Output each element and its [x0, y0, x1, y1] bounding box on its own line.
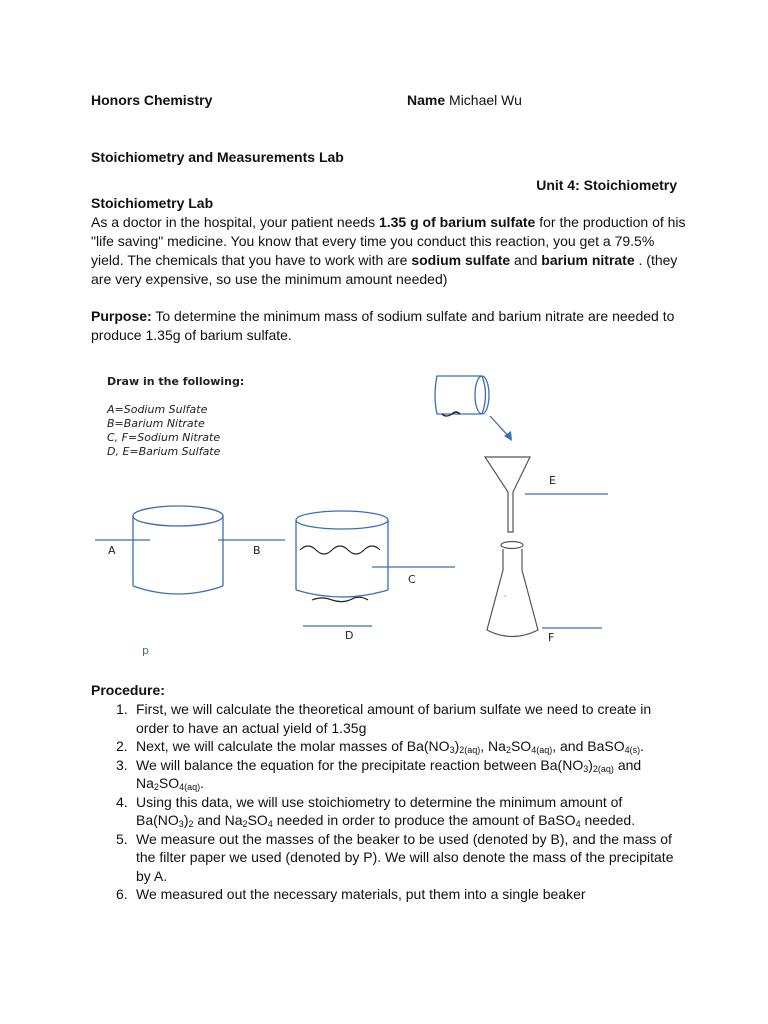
diagram-heading: Draw in the following:: [107, 375, 245, 388]
step-text: SO: [510, 738, 532, 754]
step-text: ): [454, 738, 460, 754]
intro-bold-2: sodium sulfate: [411, 252, 511, 268]
label-f: F: [548, 631, 555, 644]
legend-b: B=Barium Nitrate: [107, 417, 205, 430]
step-text: First, we will calculate the theoretical amount of barium sulfate we need to create in order to have an actual yield of 1.35g: [136, 701, 652, 736]
procedure-list: [91, 700, 681, 904]
name-line: [407, 92, 522, 108]
intro-bold-3: barium nitrate: [541, 252, 635, 268]
step-number: 4.: [116, 793, 128, 810]
subscript: 2: [153, 782, 159, 792]
subscript: 2: [242, 819, 248, 829]
subscript: 4: [575, 819, 581, 829]
step-text: and Na: [136, 756, 642, 791]
step-text: Next, we will calculate the molar masses of Ba(NO: [136, 738, 450, 754]
label-a: A: [108, 544, 116, 557]
pouring-beaker-icon: [435, 376, 489, 416]
step-number: 2.: [116, 738, 128, 754]
step-text: SO: [247, 812, 268, 828]
procedure-step-1: [91, 700, 681, 737]
intro-text-4: . (they are very expensive, so use the minimum amount needed): [91, 252, 678, 287]
unit-label: Unit 4: Stoichiometry: [536, 177, 677, 193]
subscript: 4(s): [624, 745, 641, 755]
funnel-icon: [485, 457, 530, 532]
purpose-text: To determine the minimum mass of sodium sulfate and barium nitrate are needed to produce 1.35g of barium sulfate.: [91, 308, 675, 343]
label-d: D: [345, 629, 354, 642]
precipitate-mark: [312, 597, 368, 601]
label-c: C: [408, 573, 416, 586]
beaker-1: [133, 506, 223, 594]
name-label: Name: [407, 92, 446, 108]
step-text: , Na: [480, 738, 506, 754]
label-b: B: [253, 544, 261, 557]
step-text: needed in order to produce the amount of BaSO: [272, 812, 576, 828]
svg-text:~: ~: [503, 594, 508, 600]
step-text: SO: [158, 775, 180, 791]
step-text: We will balance the equation for the precipitate reaction between Ba(NO: [136, 756, 584, 773]
lab-title: Stoichiometry and Measurements Lab: [91, 149, 344, 165]
procedure-label: Procedure:: [91, 682, 165, 698]
subscript: 2: [505, 745, 511, 755]
liquid-surface: [300, 546, 380, 554]
procedure-step-2: [91, 737, 681, 756]
subscript: 4(aq): [179, 782, 201, 792]
procedure-step-4: [91, 793, 681, 830]
intro-bold-1: 1.35 g of barium sulfate: [378, 214, 536, 230]
intro-text-2: for the production of his "life saving" medicine. You know that every time you conduct this reaction, you get a 79.5% yield. The chemicals that you have to work with are: [91, 214, 686, 268]
step-text: .: [640, 738, 644, 754]
step-text: We measured out the necessary materials, put them into a single beaker: [136, 886, 586, 902]
legend-c-f: C, F=Sodium Nitrate: [107, 431, 221, 444]
name-value: Michael Wu: [449, 92, 522, 108]
step-number: 3.: [116, 756, 128, 773]
subscript: 2: [188, 819, 194, 829]
step-text: needed.: [580, 812, 636, 828]
label-e: E: [549, 474, 556, 487]
legend-d-e: D, E=Barium Sulfate: [107, 445, 221, 458]
subscript: 3: [178, 819, 184, 829]
procedure-step-6: [91, 885, 681, 904]
subscript: 3: [449, 745, 455, 755]
procedure-step-3: [91, 756, 681, 793]
intro-paragraph: [91, 213, 687, 289]
purpose-label: Purpose:: [91, 308, 152, 324]
purpose-paragraph: [91, 307, 687, 345]
lab-heading: Stoichiometry Lab: [91, 195, 214, 211]
subscript: 4(aq): [531, 745, 553, 755]
lab-apparatus-diagram: [90, 360, 630, 670]
beaker-2: [296, 511, 388, 597]
step-number: 1.: [116, 701, 128, 717]
erlenmeyer-flask-icon: [487, 542, 538, 637]
step-text: and Na: [193, 812, 243, 828]
step-text: .: [200, 775, 205, 791]
intro-text-1: As a doctor in the hospital, your patient needs: [91, 214, 379, 230]
step-number: 5.: [116, 830, 128, 847]
label-p: p: [142, 644, 149, 657]
step-number: 6.: [116, 886, 128, 902]
step-text: , and BaSO: [552, 738, 625, 754]
step-text: ): [183, 812, 189, 828]
subscript: 3: [583, 763, 589, 774]
step-text: We measure out the masses of the beaker to be used (denoted by B), and the mass of the filter paper we used (denoted by P). We will also denote the mass of the precipitate by A.: [136, 830, 674, 884]
course-title: Honors Chemistry: [91, 92, 213, 108]
subscript: 4: [267, 819, 273, 829]
subscript: 2(aq): [592, 763, 614, 774]
step-text: ): [588, 756, 593, 773]
legend-a: A=Sodium Sulfate: [107, 403, 208, 416]
subscript: 2(aq): [459, 745, 481, 755]
intro-text-3: and: [510, 252, 542, 268]
procedure-step-5: [91, 830, 681, 886]
step-text: Using this data, we will use stoichiometry to determine the minimum amount of Ba(NO: [136, 793, 623, 828]
